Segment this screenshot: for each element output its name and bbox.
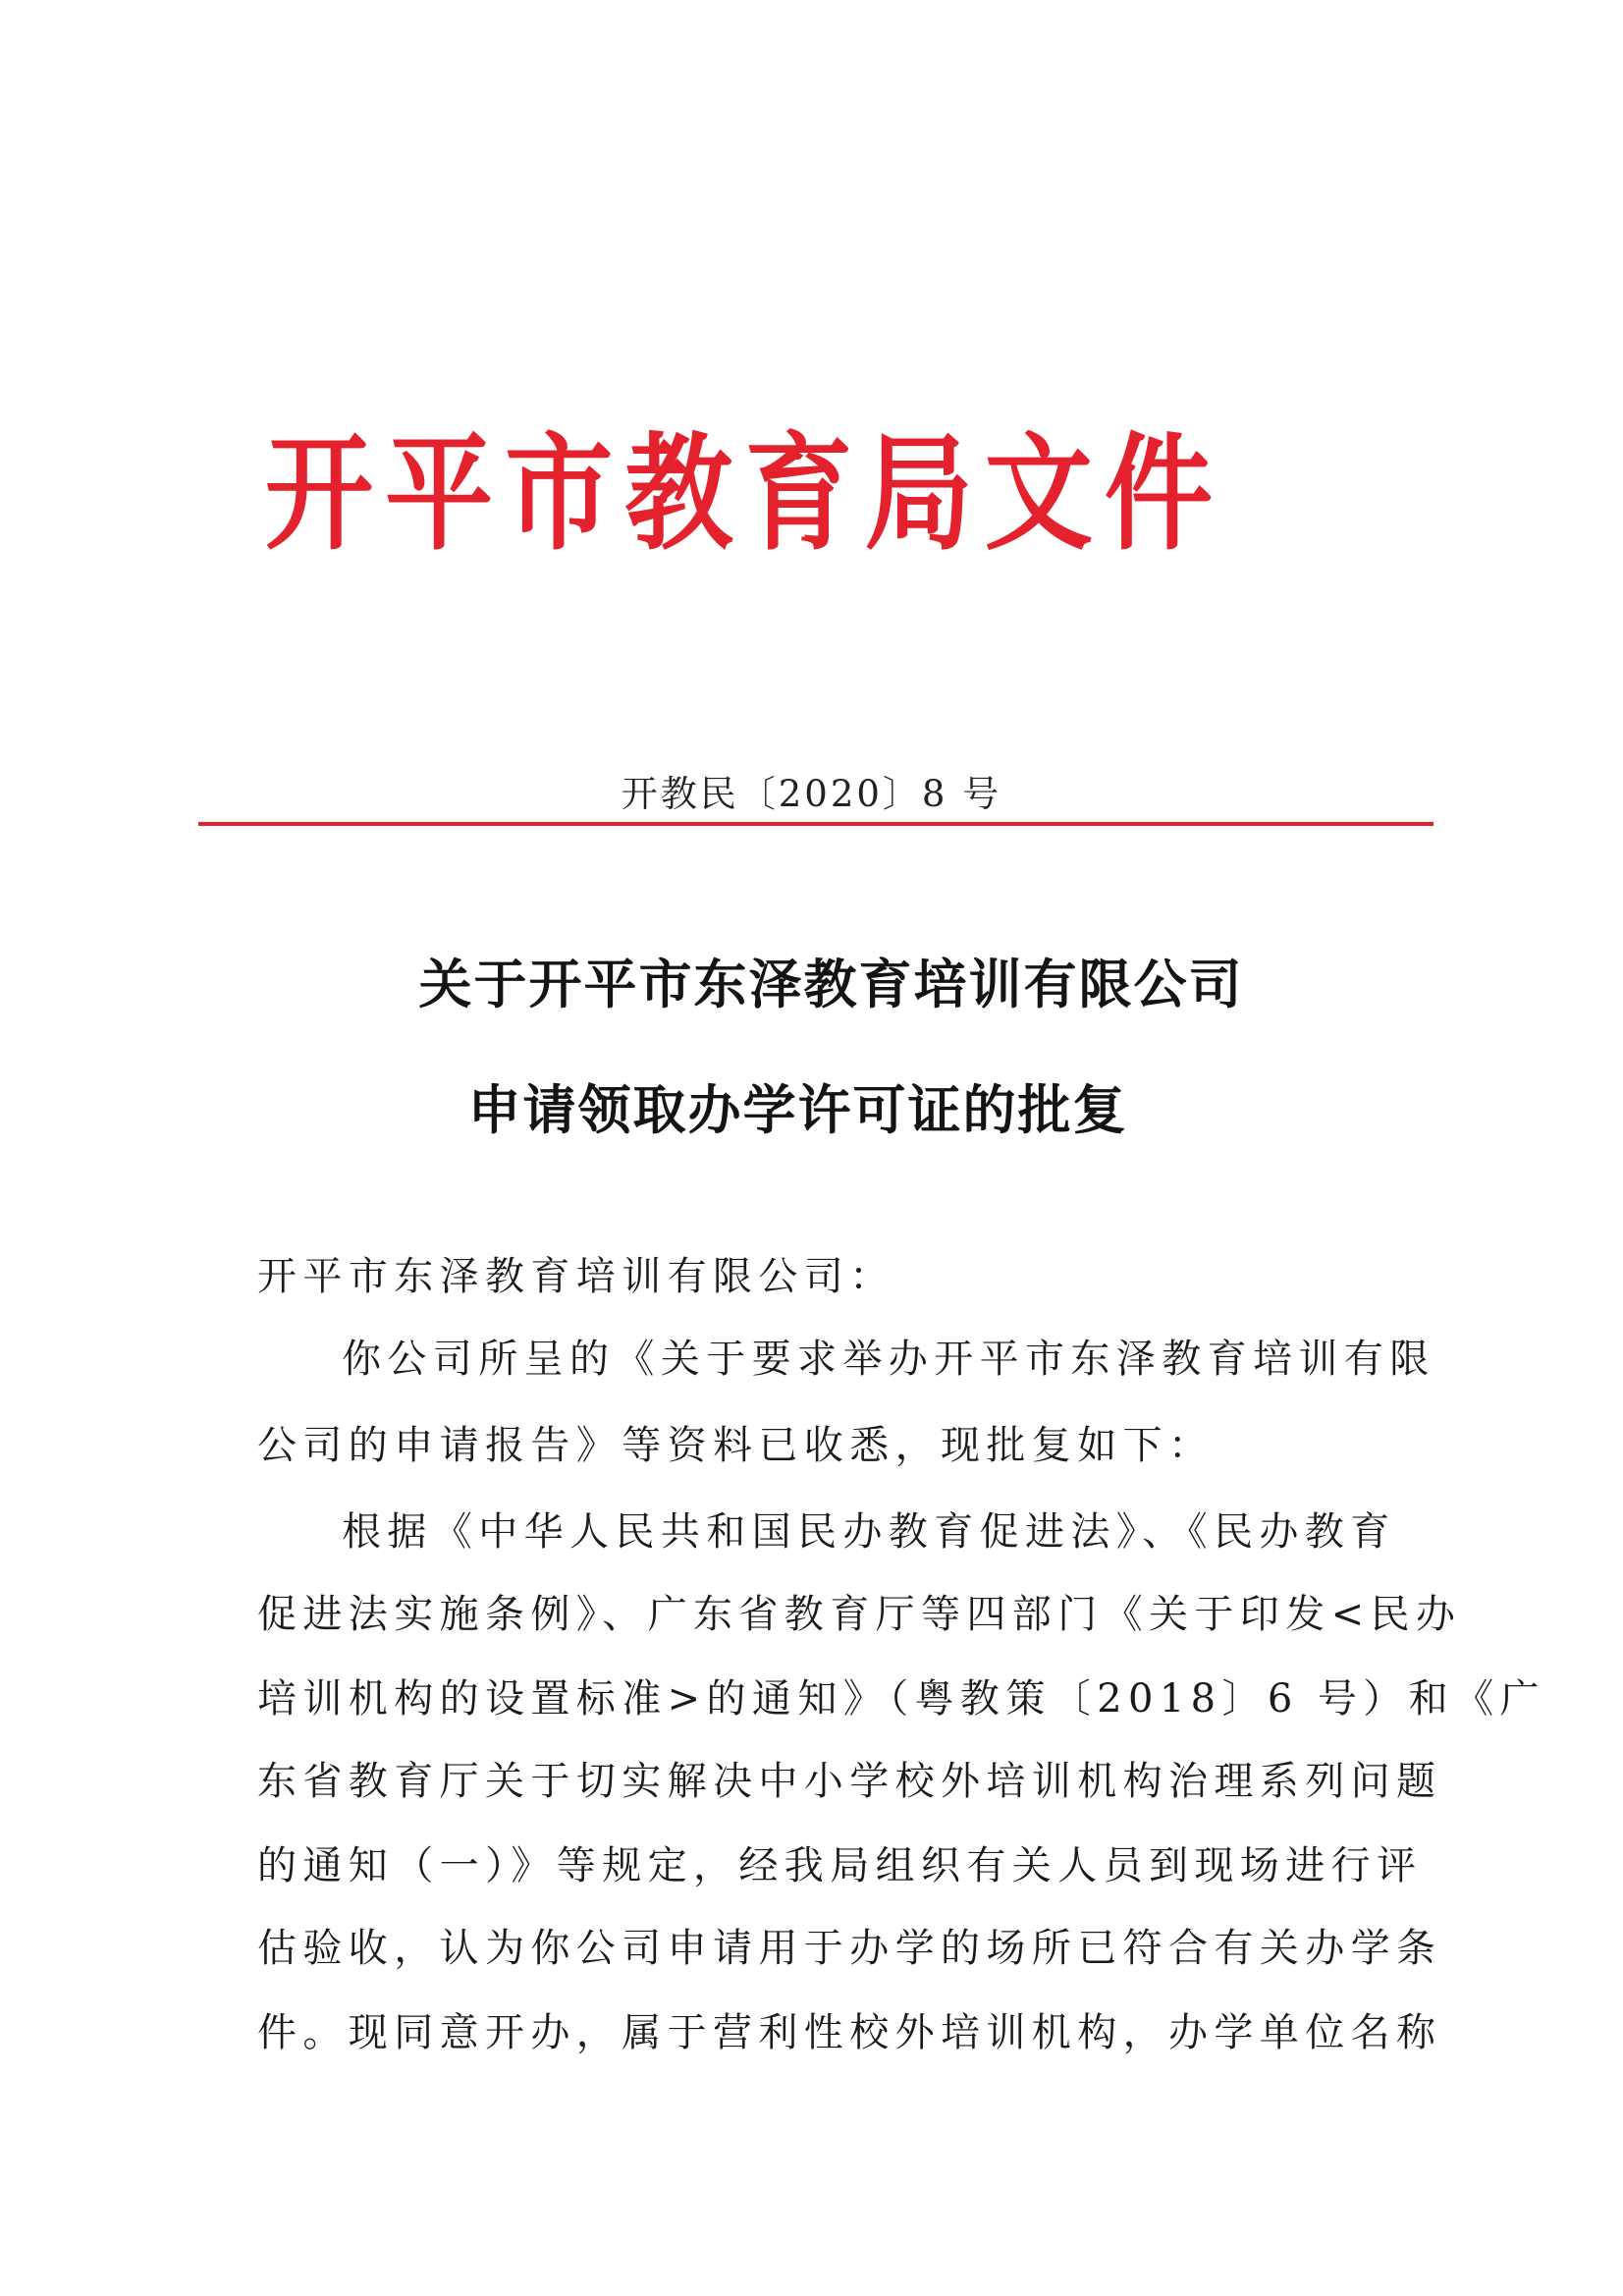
subject-line-1: 关于开平市东泽教育培训有限公司 xyxy=(418,953,1244,1015)
body-line: 东省教育厅关于切实解决中小学校外培训机构治理系列问题 xyxy=(257,1759,1442,1804)
body-line: 培训机构的设置标准>的通知》（粤教策〔2018〕6 号）和《广 xyxy=(257,1676,1545,1722)
body-line: 的通知（一）》等规定，经我局组织有关人员到现场进行评 xyxy=(257,1843,1423,1888)
salutation: 开平市东泽教育培训有限公司： xyxy=(257,1254,895,1299)
body-line: 估验收，认为你公司申请用于办学的场所已符合有关办学条 xyxy=(257,1926,1442,1971)
body-line: 件。现同意开办，属于营利性校外培训机构，办学单位名称 xyxy=(257,2010,1442,2055)
issuer-title: 开平市教育局文件 xyxy=(265,421,1224,568)
body-line: 你公司所呈的《关于要求举办开平市东泽教育培训有限 xyxy=(342,1337,1435,1382)
document-number: 开教民〔2020〕8 号 xyxy=(621,773,1002,815)
body-line: 根据《中华人民共和国民办教育促进法》、《民办教育 xyxy=(342,1509,1396,1555)
red-divider-line xyxy=(198,822,1434,826)
body-line: 公司的申请报告》等资料已收悉，现批复如下： xyxy=(257,1423,1215,1468)
subject-line-2: 申请领取办学许可证的批复 xyxy=(467,1078,1128,1141)
body-line: 促进法实施条例》、广东省教育厅等四部门《关于印发<民办 xyxy=(257,1592,1462,1637)
